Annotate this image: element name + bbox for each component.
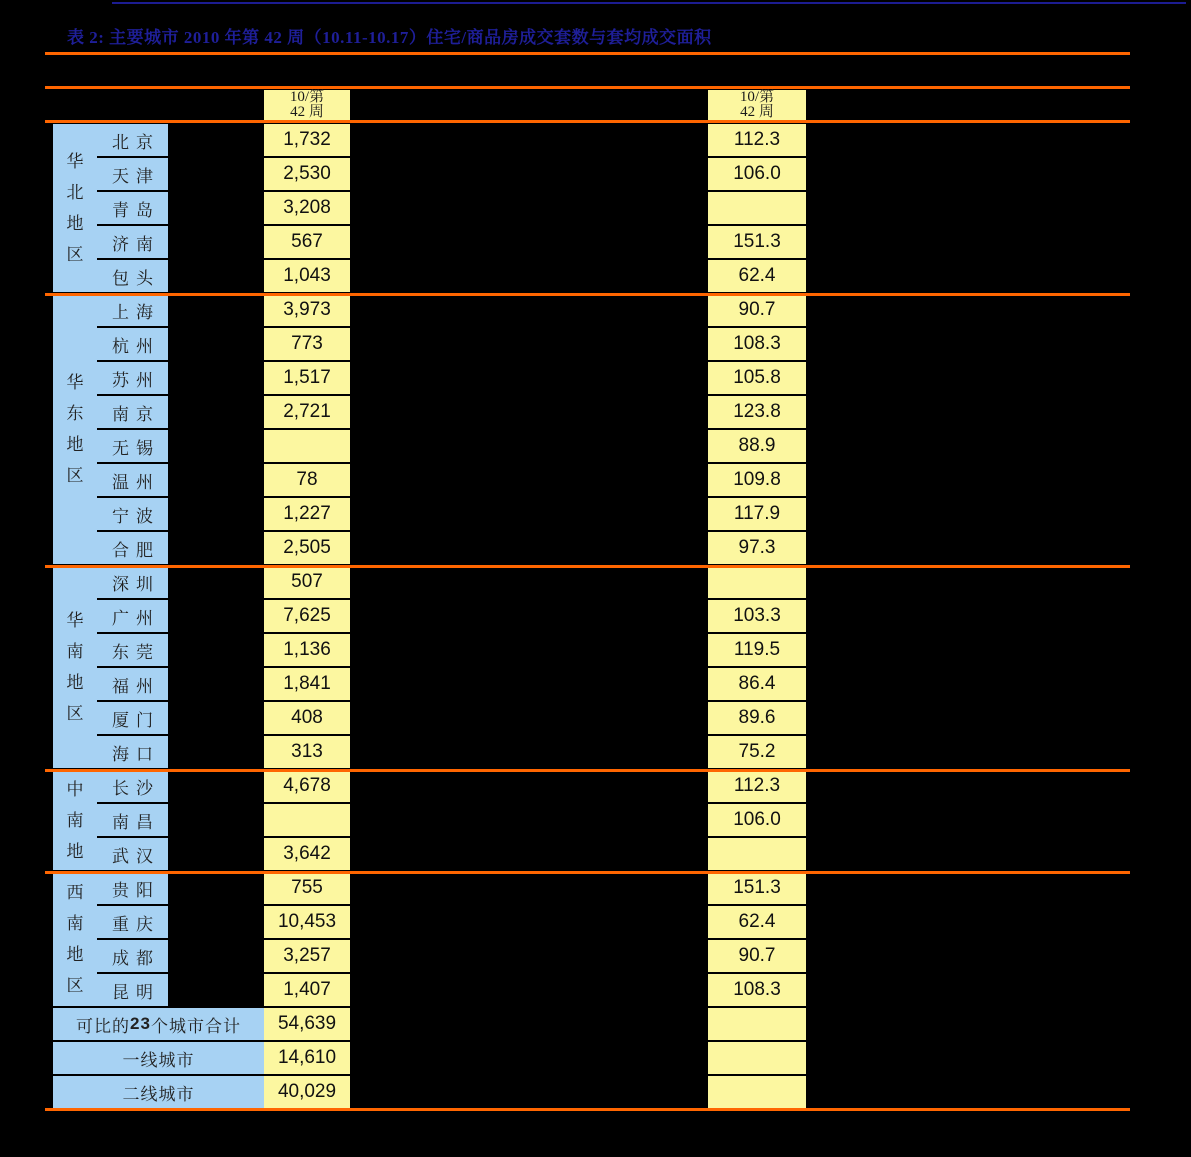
summary-units-cell: 54,639 (264, 1008, 350, 1042)
region-label-char: 区 (66, 466, 84, 485)
region-divider-line (45, 293, 1130, 296)
region-label-char: 东 (66, 404, 84, 423)
units-value-cell: 3,257 (264, 940, 350, 974)
summary-label-cell: 可比的 23 个城市合计 (53, 1008, 264, 1042)
area-value-cell: 151.3 (708, 226, 806, 260)
city-cell: 重庆 (97, 906, 168, 940)
area-header-line1: 10/第 (739, 89, 775, 105)
summary-units-cell: 40,029 (264, 1076, 350, 1110)
table-bottom-line (45, 1108, 1130, 1111)
region-label-char: 北 (66, 183, 84, 202)
area-value-cell: 62.4 (708, 906, 806, 940)
summary-units-cell: 14,610 (264, 1042, 350, 1076)
area-value-cell: 90.7 (708, 294, 806, 328)
units-value-cell: 1,407 (264, 974, 350, 1008)
area-value-cell: 103.3 (708, 600, 806, 634)
region-label-char: 地 (66, 214, 84, 233)
region-label-char: 中 (66, 779, 84, 799)
units-value-cell: 313 (264, 736, 350, 770)
area-value-cell: 108.3 (708, 328, 806, 362)
units-header-line2: 42 周 (290, 104, 324, 120)
region-label-cell (53, 872, 97, 1006)
city-cell: 长沙 (97, 770, 168, 804)
region-label-char: 地 (66, 841, 84, 861)
city-cell: 南京 (97, 396, 168, 430)
city-cell: 温州 (97, 464, 168, 498)
city-cell: 福州 (97, 668, 168, 702)
city-cell: 海口 (97, 736, 168, 770)
area-value-cell: 106.0 (708, 804, 806, 838)
header-bottom-line (45, 120, 1130, 123)
region-label-cell (53, 566, 97, 768)
units-value-cell: 2,721 (264, 396, 350, 430)
area-value-cell (708, 192, 806, 226)
title-divider-line (45, 52, 1130, 55)
units-value-cell: 1,732 (264, 124, 350, 158)
city-cell: 宁波 (97, 498, 168, 532)
city-cell: 杭州 (97, 328, 168, 362)
summary-label-cell: 二线城市 (53, 1076, 264, 1110)
units-value-cell (264, 804, 350, 838)
region-label-char: 区 (66, 245, 84, 264)
area-value-cell: 97.3 (708, 532, 806, 566)
region-label-char: 地 (66, 945, 84, 964)
units-value-cell: 1,227 (264, 498, 350, 532)
city-cell: 合肥 (97, 532, 168, 566)
area-value-cell (708, 566, 806, 600)
region-label-cell (53, 124, 97, 292)
city-cell: 上海 (97, 294, 168, 328)
region-divider-line (45, 871, 1130, 874)
city-cell: 昆明 (97, 974, 168, 1008)
region-label-char: 区 (66, 976, 84, 995)
region-label-char: 华 (66, 373, 84, 392)
units-value-cell: 3,642 (264, 838, 350, 872)
units-value-cell: 4,678 (264, 770, 350, 804)
area-column-header (708, 90, 806, 120)
units-value-cell: 755 (264, 872, 350, 906)
region-divider-line (45, 565, 1130, 568)
area-value-cell: 105.8 (708, 362, 806, 396)
city-cell: 贵阳 (97, 872, 168, 906)
city-cell: 包头 (97, 260, 168, 294)
units-header-line1: 10/第 (289, 89, 325, 105)
area-value-cell: 112.3 (708, 124, 806, 158)
header-top-line (45, 86, 1130, 89)
units-column-header (264, 90, 350, 120)
units-value-cell: 78 (264, 464, 350, 498)
units-value-cell: 7,625 (264, 600, 350, 634)
region-divider-line (45, 769, 1130, 772)
area-header-line2: 42 周 (740, 104, 774, 120)
top-rule (112, 2, 1186, 4)
area-value-cell: 62.4 (708, 260, 806, 294)
city-cell: 东莞 (97, 634, 168, 668)
summary-area-cell (708, 1076, 806, 1110)
city-cell: 厦门 (97, 702, 168, 736)
area-value-cell: 86.4 (708, 668, 806, 702)
units-value-cell (264, 430, 350, 464)
region-label-char: 地 (66, 673, 84, 692)
region-label-char: 区 (66, 704, 84, 723)
area-value-cell: 109.8 (708, 464, 806, 498)
region-label-cell (53, 770, 97, 870)
region-label-char: 地 (66, 435, 84, 454)
area-value-cell: 108.3 (708, 974, 806, 1008)
units-value-cell: 1,841 (264, 668, 350, 702)
units-value-cell: 2,530 (264, 158, 350, 192)
units-value-cell: 408 (264, 702, 350, 736)
region-label-char: 南 (66, 810, 84, 830)
region-label-char: 南 (66, 642, 84, 661)
area-value-cell: 106.0 (708, 158, 806, 192)
area-value-cell: 89.6 (708, 702, 806, 736)
area-value-cell: 75.2 (708, 736, 806, 770)
summary-area-cell (708, 1008, 806, 1042)
region-label-char: 南 (66, 914, 84, 933)
units-value-cell: 507 (264, 566, 350, 600)
city-cell: 广州 (97, 600, 168, 634)
city-cell: 无锡 (97, 430, 168, 464)
region-label-char: 西 (66, 883, 84, 902)
units-value-cell: 1,136 (264, 634, 350, 668)
area-value-cell: 112.3 (708, 770, 806, 804)
area-value-cell: 151.3 (708, 872, 806, 906)
area-value-cell (708, 838, 806, 872)
table-title: 表 2: 主要城市 2010 年第 42 周（10.11-10.17）住宅/商品房成交套数与套均成交面积 (67, 28, 712, 47)
city-cell: 苏州 (97, 362, 168, 396)
area-value-cell: 123.8 (708, 396, 806, 430)
city-cell: 成都 (97, 940, 168, 974)
units-value-cell: 10,453 (264, 906, 350, 940)
units-value-cell: 773 (264, 328, 350, 362)
units-value-cell: 3,973 (264, 294, 350, 328)
city-cell: 天津 (97, 158, 168, 192)
city-cell: 深圳 (97, 566, 168, 600)
area-value-cell: 119.5 (708, 634, 806, 668)
city-cell: 南昌 (97, 804, 168, 838)
summary-label-cell: 一线城市 (53, 1042, 264, 1076)
region-label-char: 华 (66, 611, 84, 630)
city-cell: 济南 (97, 226, 168, 260)
units-value-cell: 2,505 (264, 532, 350, 566)
area-value-cell: 117.9 (708, 498, 806, 532)
city-cell: 武汉 (97, 838, 168, 872)
units-value-cell: 567 (264, 226, 350, 260)
region-label-char: 华 (66, 152, 84, 171)
city-cell: 青岛 (97, 192, 168, 226)
summary-area-cell (708, 1042, 806, 1076)
city-cell: 北京 (97, 124, 168, 158)
area-value-cell: 88.9 (708, 430, 806, 464)
region-label-cell (53, 294, 97, 564)
units-value-cell: 1,043 (264, 260, 350, 294)
units-value-cell: 3,208 (264, 192, 350, 226)
area-value-cell: 90.7 (708, 940, 806, 974)
units-value-cell: 1,517 (264, 362, 350, 396)
